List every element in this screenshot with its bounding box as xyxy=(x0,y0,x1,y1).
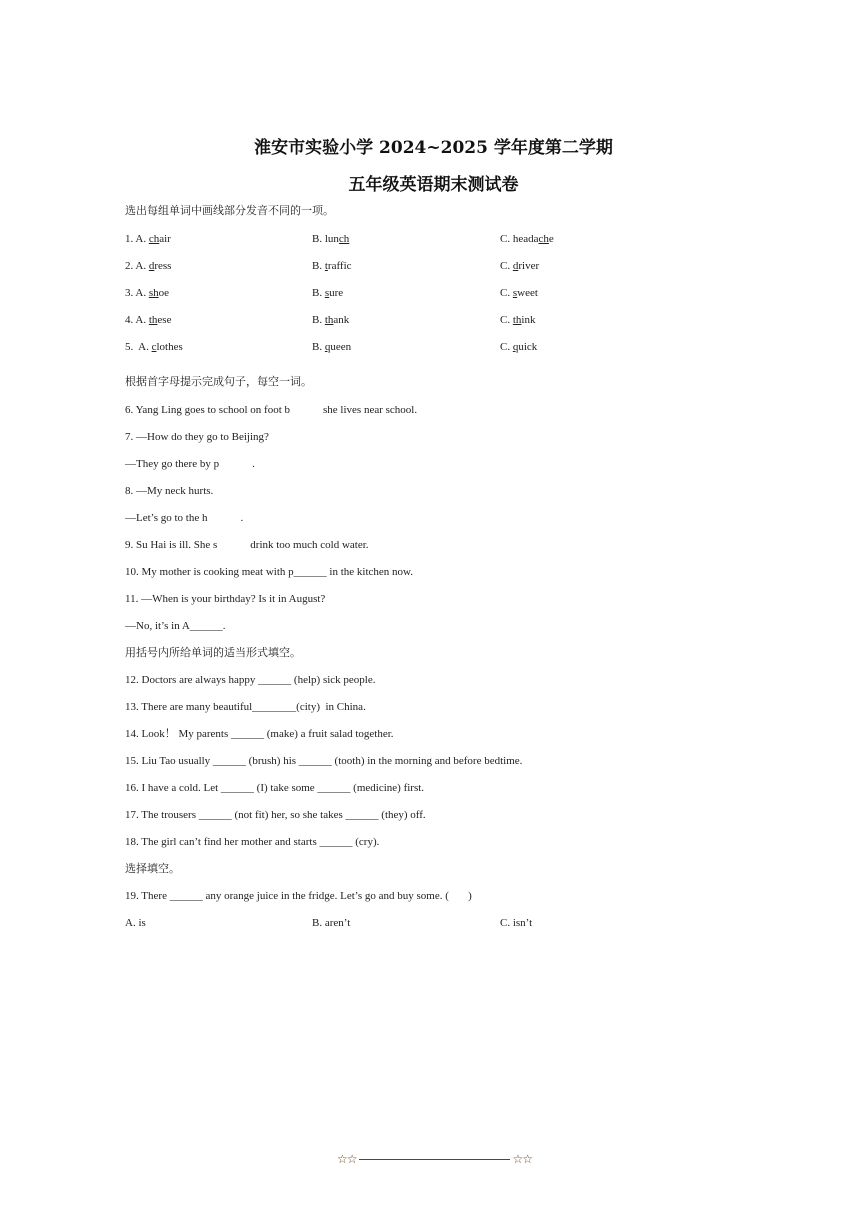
word-text: ank xyxy=(333,314,350,326)
section-3-instruction: 用括号内所给单词的适当形式填空。 xyxy=(125,646,301,659)
word-text: 2. A. xyxy=(125,260,149,272)
option-b xyxy=(312,313,349,327)
word-text: ese xyxy=(157,314,172,326)
word-text: C. xyxy=(500,287,513,299)
word-text: ure xyxy=(329,287,344,299)
word-text: C. xyxy=(500,341,513,353)
star-icon-right: ☆☆ xyxy=(512,1151,532,1166)
option-c xyxy=(500,286,538,300)
document-title: 淮安市实验小学 2024~2025 学年度第二学期 xyxy=(254,138,613,158)
document-subtitle: 五年级英语期末测试卷 xyxy=(348,175,519,195)
word-text: B. lun xyxy=(312,233,339,245)
option-c: C. isn’t xyxy=(500,917,533,929)
underlined-letters: s xyxy=(512,287,518,299)
page-footer-ornament xyxy=(337,1151,532,1167)
section-2-instruction: 根据首字母提示完成句子，每空一词。 xyxy=(125,375,312,388)
footer-rule xyxy=(359,1159,511,1160)
underlined-letters: ch xyxy=(338,233,350,245)
word-text: C. xyxy=(500,314,513,326)
option-a xyxy=(125,340,183,354)
option-a: A. is xyxy=(125,917,146,929)
word-text: 4. A. xyxy=(125,314,149,326)
underlined-letters: d xyxy=(148,260,155,272)
word-text: C. xyxy=(500,260,513,272)
question-line: 19. There ______ any orange juice in the fridge. Let’s go and buy some. ( ) xyxy=(125,890,472,902)
option-a xyxy=(125,313,171,327)
option-a xyxy=(125,232,171,246)
underlined-letters: t xyxy=(324,260,328,272)
word-text: B. xyxy=(312,287,325,299)
section-4-instruction: 选择填空。 xyxy=(125,862,180,875)
option-c xyxy=(500,259,539,273)
underlined-letters: ch xyxy=(148,233,160,245)
word-text: B. xyxy=(312,314,325,326)
question-line: 13. There are many beautiful________(city) in China. xyxy=(125,701,366,713)
underlined-letters: q xyxy=(324,341,331,353)
question-line: 16. I have a cold. Let ______ (I) take some ______ (medicine) first. xyxy=(125,782,425,794)
word-text: ress xyxy=(154,260,172,272)
question-line: 18. The girl can’t find her mother and starts ______ (cry). xyxy=(125,836,380,848)
answer-line: —No, it’s in A______. xyxy=(125,620,226,632)
word-text: e xyxy=(548,233,554,245)
question-line: 10. My mother is cooking meat with p______ in the kitchen now. xyxy=(125,566,413,578)
answer-line: —Let’s go to the h . xyxy=(125,512,244,524)
question-line: 11. —When is your birthday? Is it in August? xyxy=(125,593,326,605)
option-b: B. aren’t xyxy=(312,917,351,929)
section-1-instruction: 选出每组单词中画线部分发音不同的一项。 xyxy=(125,204,334,217)
question-line: 9. Su Hai is ill. She s drink too much cold water. xyxy=(125,539,369,551)
question-line: 8. —My neck hurts. xyxy=(125,485,214,497)
underlined-letters: d xyxy=(512,260,519,272)
word-text: ink xyxy=(521,314,536,326)
underlined-letters: ch xyxy=(538,233,549,245)
word-text: uick xyxy=(518,341,538,353)
question-line: 17. The trousers ______ (not fit) her, so she takes ______ (they) off. xyxy=(125,809,426,821)
word-text: B. xyxy=(312,341,325,353)
answer-line: —They go there by p . xyxy=(125,458,255,470)
question-line: 6. Yang Ling goes to school on foot b she lives near school. xyxy=(125,404,418,416)
option-c xyxy=(500,340,537,354)
word-text: 1. A. xyxy=(125,233,149,245)
word-text: 5. A. xyxy=(125,341,152,353)
underlined-letters: th xyxy=(512,314,522,326)
underlined-letters: q xyxy=(512,341,519,353)
question-line: 7. —How do they go to Beijing? xyxy=(125,431,269,443)
question-line: 15. Liu Tao usually ______ (brush) his ______ (tooth) in the morning and before bedtime. xyxy=(125,755,523,767)
option-b xyxy=(312,259,352,273)
word-text: ueen xyxy=(330,341,352,353)
word-text: air xyxy=(159,233,171,245)
word-text: B. xyxy=(312,260,325,272)
word-text: oe xyxy=(158,287,170,299)
word-text: C. heada xyxy=(500,233,539,245)
option-b xyxy=(312,232,349,246)
underlined-letters: th xyxy=(324,314,334,326)
word-text: river xyxy=(518,260,540,272)
question-line: 12. Doctors are always happy ______ (help) sick people. xyxy=(125,674,376,686)
underlined-letters: th xyxy=(148,314,158,326)
word-text: weet xyxy=(517,287,538,299)
underlined-letters: sh xyxy=(148,287,159,299)
option-c xyxy=(500,232,554,246)
underlined-letters: c xyxy=(151,341,157,353)
word-text: raffic xyxy=(327,260,352,272)
option-a xyxy=(125,286,169,300)
word-text: 3. A. xyxy=(125,287,149,299)
option-b xyxy=(312,340,351,354)
underlined-letters: s xyxy=(324,287,330,299)
question-line: 14. Look！ My parents ______ (make) a fruit salad together. xyxy=(125,728,394,740)
star-icon-left: ☆☆ xyxy=(337,1151,357,1166)
option-a xyxy=(125,259,171,273)
option-c xyxy=(500,313,535,327)
option-b xyxy=(312,286,343,300)
word-text: lothes xyxy=(156,341,183,353)
